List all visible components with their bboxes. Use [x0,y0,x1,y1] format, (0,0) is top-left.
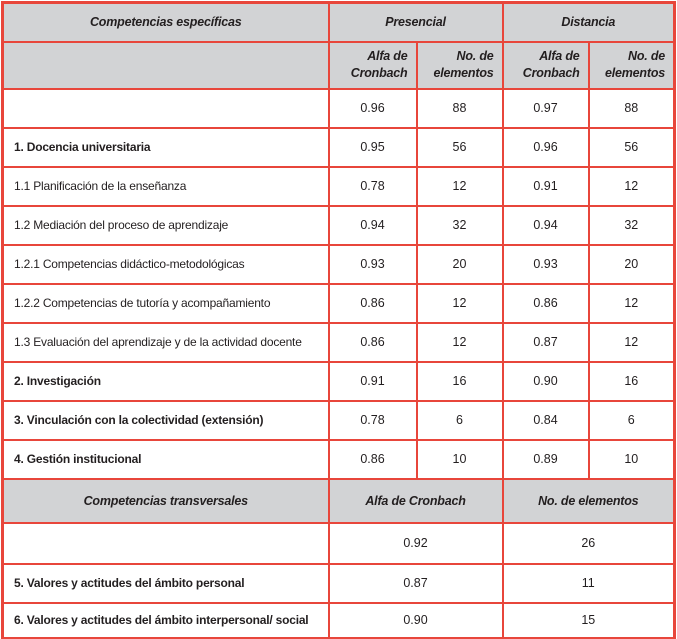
transversal-competencies-header: Competencias transversales [3,479,329,523]
row-label: 1.1 Planificación de la enseñanza [3,167,329,206]
presencial-elementos-value: 10 [417,440,503,479]
table-row-transversal-total [3,523,675,564]
table-row [3,206,675,245]
transversal-alfa-value: 0.92 [329,523,503,564]
transversal-alfa-value: 0.90 [329,603,503,639]
row-label: 2. Investigación [3,362,329,401]
distancia-alfa-value: 0.96 [503,128,589,167]
presencial-elementos-value: 12 [417,323,503,362]
distancia-alfa-value: 0.86 [503,284,589,323]
transversal-elementos-value: 11 [503,564,675,603]
table-row [3,564,675,603]
presencial-alfa-value: 0.93 [329,245,417,284]
row-label: 6. Valores y actitudes del ámbito interpersonal/ social [3,603,329,639]
presencial-group-header: Presencial [329,3,503,42]
presencial-alfa-value: 0.86 [329,323,417,362]
presencial-elementos-value: 56 [417,128,503,167]
table-header-row-measures [3,42,675,89]
distancia-elementos-value: 10 [589,440,675,479]
specific-competencies-header: Competencias específicas [3,3,329,42]
distancia-alfa-value: 0.90 [503,362,589,401]
presencial-alfa-value: 0.94 [329,206,417,245]
distancia-elementos-value: 6 [589,401,675,440]
distancia-elementos-value: 12 [589,167,675,206]
row-label: 5. Valores y actitudes del ámbito personal [3,564,329,603]
table-row [3,167,675,206]
table-row [3,323,675,362]
distancia-elementos-value: 16 [589,362,675,401]
distancia-group-header: Distancia [503,3,675,42]
row-label: 1. Docencia universitaria [3,128,329,167]
table-row [3,603,675,639]
transversal-elementos-value: 15 [503,603,675,639]
row-label [3,523,329,564]
row-label: 1.2 Mediación del proceso de aprendizaje [3,206,329,245]
presencial-alfa-value: 0.91 [329,362,417,401]
row-label: 4. Gestión institucional [3,440,329,479]
distancia-elementos-value: 56 [589,128,675,167]
reliability-table [1,1,676,639]
distancia-alfa-value: 0.93 [503,245,589,284]
transversal-elementos-header: No. de elementos [503,479,675,523]
distancia-elementos-value: 12 [589,323,675,362]
presencial-alfa-value: 0.96 [329,89,417,128]
presencial-elementos-value: 6 [417,401,503,440]
table-row [3,362,675,401]
distancia-elementos-value: 88 [589,89,675,128]
distancia-alfa-value: 0.91 [503,167,589,206]
presencial-alfa-value: 0.78 [329,401,417,440]
distancia-alfa-header: Alfa de Cronbach [503,42,589,89]
distancia-elementos-header: No. de elementos [589,42,675,89]
table-header-row-groups [3,3,675,42]
presencial-elementos-value: 88 [417,89,503,128]
distancia-alfa-value: 0.94 [503,206,589,245]
row-label: 1.3 Evaluación del aprendizaje y de la actividad docente [3,323,329,362]
presencial-alfa-header: Alfa de Cronbach [329,42,417,89]
row-label [3,89,329,128]
distancia-alfa-value: 0.84 [503,401,589,440]
presencial-elementos-value: 32 [417,206,503,245]
table-row [3,440,675,479]
presencial-elementos-value: 12 [417,167,503,206]
transversal-alfa-header: Alfa de Cronbach [329,479,503,523]
presencial-alfa-value: 0.95 [329,128,417,167]
table-row-total [3,89,675,128]
row-label: 3. Vinculación con la colectividad (extensión) [3,401,329,440]
presencial-elementos-value: 16 [417,362,503,401]
distancia-alfa-value: 0.87 [503,323,589,362]
distancia-elementos-value: 32 [589,206,675,245]
table-row [3,401,675,440]
row-label: 1.2.2 Competencias de tutoría y acompañamiento [3,284,329,323]
presencial-elementos-header: No. de elementos [417,42,503,89]
presencial-elementos-value: 20 [417,245,503,284]
distancia-alfa-value: 0.97 [503,89,589,128]
presencial-alfa-value: 0.86 [329,440,417,479]
presencial-elementos-value: 12 [417,284,503,323]
row-label: 1.2.1 Competencias didáctico-metodológicas [3,245,329,284]
empty-header-cell [3,42,329,89]
table-row [3,128,675,167]
presencial-alfa-value: 0.78 [329,167,417,206]
transversal-alfa-value: 0.87 [329,564,503,603]
distancia-alfa-value: 0.89 [503,440,589,479]
presencial-alfa-value: 0.86 [329,284,417,323]
transversal-header-row [3,479,675,523]
distancia-elementos-value: 20 [589,245,675,284]
distancia-elementos-value: 12 [589,284,675,323]
transversal-elementos-value: 26 [503,523,675,564]
table-row [3,284,675,323]
table-row [3,245,675,284]
